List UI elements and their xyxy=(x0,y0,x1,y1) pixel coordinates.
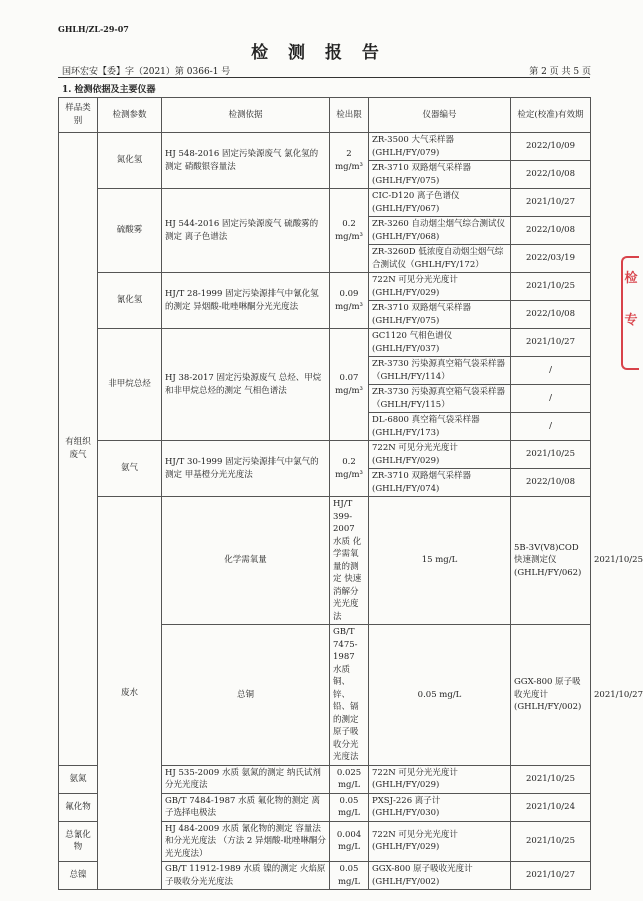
limit-cell: 0.05 mg/L xyxy=(330,793,369,821)
limit-cell: 0.004 mg/L xyxy=(330,821,369,862)
date-cell: 2021/10/24 xyxy=(511,793,591,821)
column-header: 样品类别 xyxy=(59,98,98,133)
column-header: 检出限 xyxy=(330,98,369,133)
page-title: 检 测 报 告 xyxy=(251,43,386,63)
param-cell: 氰化氢 xyxy=(98,273,162,329)
instrument-cell: ZR-3260D 低浓度自动烟尘烟气综合测试仪（GHLH/FY/172） xyxy=(369,245,511,273)
instrument-cell: GGX-800 原子吸收光度计(GHLH/FY/002) xyxy=(511,625,591,766)
instrument-cell: ZR-3260 自动烟尘烟气综合测试仪(GHLH/FY/068) xyxy=(369,217,511,245)
instrument-cell: 722N 可见分光光度计(GHLH/FY/029) xyxy=(369,765,511,793)
limit-cell: 0.2 mg/m³ xyxy=(330,189,369,273)
table-row xyxy=(59,329,591,357)
form-code: GHLH/ZL-29-07 xyxy=(58,24,129,34)
date-cell: 2021/10/27 xyxy=(511,189,591,217)
column-header: 仪器编号 xyxy=(369,98,511,133)
instrument-cell: 722N 可见分光光度计(GHLH/FY/029) xyxy=(369,821,511,862)
column-header: 检测依据 xyxy=(162,98,330,133)
page-number: 第 2 页 共 5 页 xyxy=(529,67,591,77)
basis-cell: HJ 535-2009 水质 氨氮的测定 纳氏试剂分光光度法 xyxy=(162,765,330,793)
basis-cell: GB/T 7475-1987 水质 铜、锌、铅、镉的测定 原子吸收分光光度法 xyxy=(330,625,369,766)
instrument-cell: CIC-D120 离子色谱仪(GHLH/FY/067) xyxy=(369,189,511,217)
limit-cell: 15 mg/L xyxy=(369,497,511,625)
instrument-cell: ZR-3710 双路烟气采样器(GHLH/FY/075) xyxy=(369,301,511,329)
date-cell: 2022/10/09 xyxy=(511,133,591,161)
category-cell: 废水 xyxy=(98,497,162,890)
param-cell: 氨气 xyxy=(98,441,162,497)
basis-cell: HJ/T 30-1999 固定污染源排气中氯气的测定 甲基橙分光光度法 xyxy=(162,441,330,497)
instrument-cell: 5B-3V(V8)COD 快速测定仪(GHLH/FY/062) xyxy=(511,497,591,625)
param-cell: 氨氮 xyxy=(59,765,98,793)
param-cell: 总镍 xyxy=(59,862,98,890)
table-row: 总铜 GB/T 7475-1987 水质 铜、锌、铅、镉的测定 原子吸收分光光度法 0.05 mg/L GGX-800 原子吸收光度计(GHLH/FY/002) 2021/10/27 xyxy=(59,625,591,766)
table-row xyxy=(59,133,591,161)
instrument-cell: ZR-3710 双路烟气采样器(GHLH/FY/074) xyxy=(369,469,511,497)
instrument-cell: ZR-3500 大气采样器(GHLH/FY/079) xyxy=(369,133,511,161)
instrument-cell: DL-6800 真空箱气袋采样器(GHLH/FY/173) xyxy=(369,413,511,441)
date-cell: 2022/10/08 xyxy=(511,161,591,189)
param-cell: 化学需氧量 xyxy=(162,497,330,625)
instrument-cell: 722N 可见分光光度计(GHLH/FY/029) xyxy=(369,273,511,301)
basis-cell: GB/T 11912-1989 水质 镍的测定 火焰原子吸收分光光度法 xyxy=(162,862,330,890)
limit-cell: 0.05 mg/L xyxy=(330,862,369,890)
param-cell: 总氰化物 xyxy=(59,821,98,862)
date-cell: / xyxy=(511,357,591,385)
instrument-cell: ZR-3730 污染源真空箱气袋采样器（GHLH/FY/115） xyxy=(369,385,511,413)
date-cell: 2021/10/25 xyxy=(511,441,591,469)
table-row xyxy=(59,441,591,469)
report-number: 国环宏安【委】字（2021）第 0366-1 号 xyxy=(62,67,231,77)
basis-cell: HJ/T 399-2007 水质 化学需氧量的测定 快速消解分光光度法 xyxy=(330,497,369,625)
basis-cell: HJ 38-2017 固定污染源废气 总烃、甲烷和非甲烷总烃的测定 气相色谱法 xyxy=(162,329,330,441)
date-cell: 2021/10/25 xyxy=(511,821,591,862)
instrument-cell: ZR-3730 污染源真空箱气袋采样器（GHLH/FY/114） xyxy=(369,357,511,385)
table-header-row xyxy=(59,98,591,133)
column-header: 检定(校准)有效期 xyxy=(511,98,591,133)
table-row xyxy=(59,273,591,301)
instrument-cell: PXSJ-226 离子计(GHLH/FY/030) xyxy=(369,793,511,821)
limit-cell: 0.05 mg/L xyxy=(369,625,511,766)
column-header: 检测参数 xyxy=(98,98,162,133)
instrument-cell: GGX-800 原子吸收光度计(GHLH/FY/002) xyxy=(369,862,511,890)
basis-cell: HJ 484-2009 水质 氰化物的测定 容量法和分光光度法 （方法 2 异烟酸-吡唑啉酮分光光度法） xyxy=(162,821,330,862)
date-cell: 2022/03/19 xyxy=(511,245,591,273)
date-cell: / xyxy=(511,413,591,441)
date-cell: / xyxy=(511,385,591,413)
category-cell: 有组织废气 xyxy=(59,133,98,766)
param-cell: 硫酸雾 xyxy=(98,189,162,273)
date-cell: 2021/10/25 xyxy=(511,765,591,793)
param-cell: 总铜 xyxy=(162,625,330,766)
limit-cell: 0.2 mg/m³ xyxy=(330,441,369,497)
limit-cell: 0.025 mg/L xyxy=(330,765,369,793)
date-cell: 2021/10/25 xyxy=(511,273,591,301)
param-cell: 非甲烷总烃 xyxy=(98,329,162,441)
param-cell: 氮化氢 xyxy=(98,133,162,189)
basis-cell: HJ 544-2016 固定污染源废气 硫酸雾的测定 离子色谱法 xyxy=(162,189,330,273)
basis-cell: HJ 548-2016 固定污染源废气 氯化氢的测定 硝酸银容量法 xyxy=(162,133,330,189)
section-title: 1. 检测依据及主要仪器 xyxy=(62,85,156,95)
date-cell: 2022/10/08 xyxy=(511,301,591,329)
instrument-cell: ZR-3710 双路烟气采样器(GHLH/FY/075) xyxy=(369,161,511,189)
red-seal-stamp: 检 专 xyxy=(621,256,639,370)
instrument-cell: GC1120 气相色谱仪(GHLH/FY/037) xyxy=(369,329,511,357)
table-row xyxy=(59,189,591,217)
header-rule xyxy=(58,77,590,78)
date-cell: 2021/10/27 xyxy=(511,862,591,890)
date-cell: 2021/10/27 xyxy=(511,329,591,357)
limit-cell: 2 mg/m³ xyxy=(330,133,369,189)
date-cell: 2022/10/08 xyxy=(511,217,591,245)
basis-cell: HJ/T 28-1999 固定污染源排气中氰化氢的测定 异烟酸-吡唑啉酮分光光度法 xyxy=(162,273,330,329)
limit-cell: 0.09 mg/m³ xyxy=(330,273,369,329)
date-cell: 2022/10/08 xyxy=(511,469,591,497)
param-cell: 氟化物 xyxy=(59,793,98,821)
basis-cell: GB/T 7484-1987 水质 氟化物的测定 离子选择电极法 xyxy=(162,793,330,821)
limit-cell: 0.07 mg/m³ xyxy=(330,329,369,441)
table-row: 废水 化学需氧量 HJ/T 399-2007 水质 化学需氧量的测定 快速消解分光光度法 15 mg/L 5B-3V(V8)COD 快速测定仪(GHLH/FY/062) 2021/10/25 xyxy=(59,497,591,625)
instrument-cell: 722N 可见分光光度计(GHLH/FY/029) xyxy=(369,441,511,469)
